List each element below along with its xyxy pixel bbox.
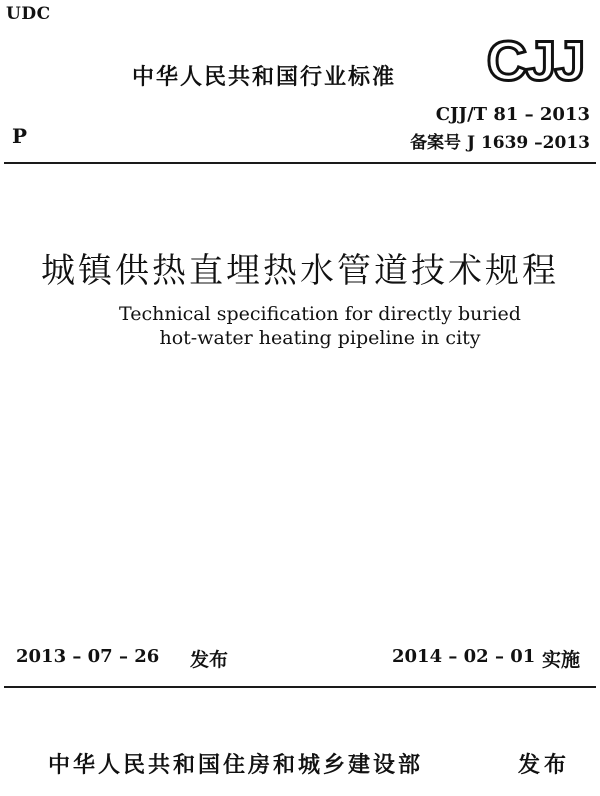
- title-english-line1: Technical specification for directly buried: [119, 303, 521, 325]
- classification-code: P: [12, 124, 28, 148]
- title-chinese: 城镇供热直埋热水管道技术规程: [41, 251, 559, 291]
- udc-label: UDC: [6, 4, 51, 24]
- cjj-logo-text: CJJ: [486, 30, 584, 86]
- implement-date: 2014 – 02 – 01: [392, 646, 536, 667]
- implement-label: 实施: [542, 649, 581, 671]
- issue-label: 发布: [518, 753, 571, 778]
- cjj-logo: [478, 30, 592, 86]
- title-english: [60, 302, 580, 350]
- publish-date: 2013 – 07 – 26: [16, 646, 160, 667]
- issuer: 中华人民共和国住房和城乡建设部: [48, 753, 424, 778]
- bottom-divider: [4, 686, 596, 688]
- standard-code: CJJ/T 81 – 2013: [435, 104, 590, 125]
- publish-label: 发布: [190, 649, 229, 671]
- record-number: 备案号 J 1639 –2013: [410, 133, 590, 153]
- title-english-line2: hot-water heating pipeline in city: [159, 327, 481, 349]
- top-divider: [4, 162, 596, 164]
- standard-type: 中华人民共和国行业标准: [132, 65, 397, 90]
